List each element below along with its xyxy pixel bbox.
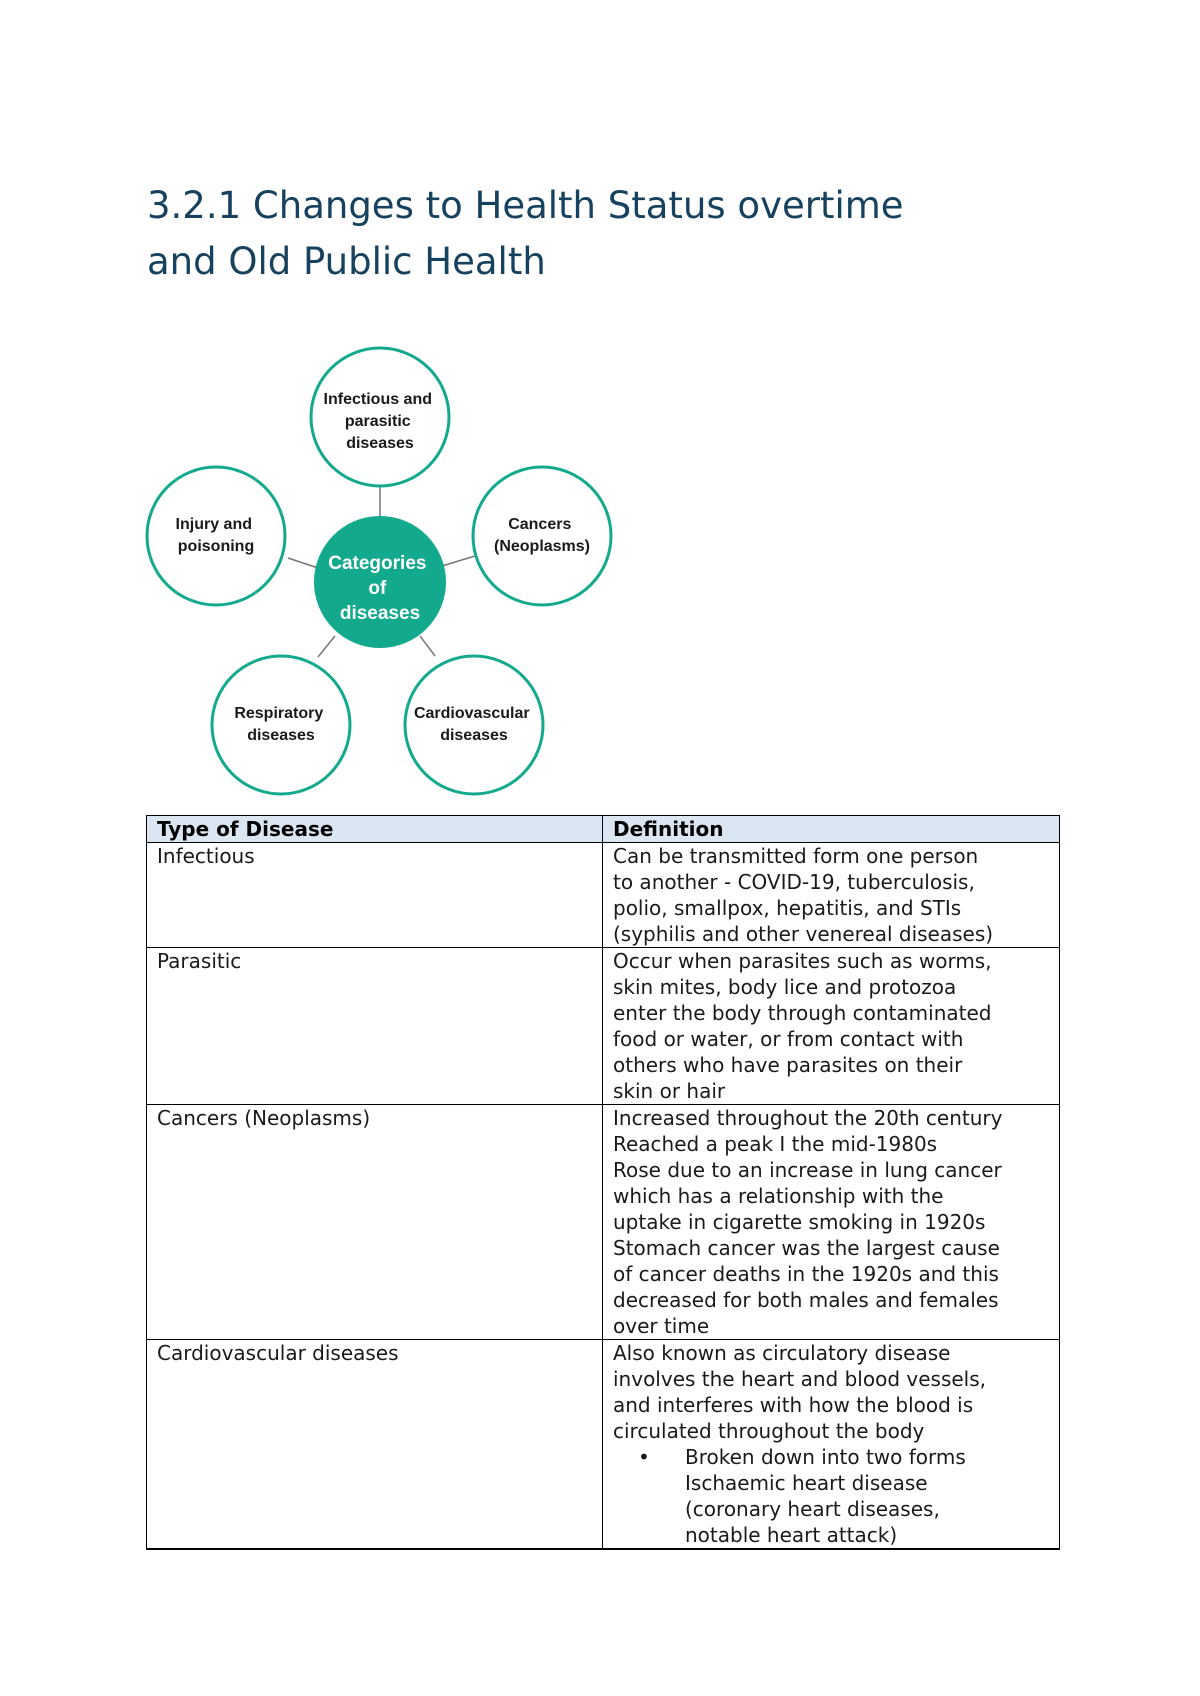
definition-line: skin or hair [613,1079,726,1103]
connector-cancers [442,556,475,566]
definition-line: Also known as circulatory disease [613,1341,951,1365]
definition-line: over time [613,1314,710,1338]
center-label-line: diseases [339,603,421,624]
definition-line: (syphilis and other venereal diseases) [613,922,994,946]
definition-line: decreased for both males and females [613,1288,999,1312]
node-label-line: poisoning [177,538,255,555]
definition-line: polio, smallpox, hepatitis, and STIs [613,896,962,920]
definition-line: Rose due to an increase in lung cancer [613,1158,1002,1182]
table-row [147,948,1060,1105]
center-label-line: Categories [328,553,427,574]
node-cancers [473,467,611,605]
connector-respiratory [318,636,335,657]
cell-disease-type: Cancers (Neoplasms) [147,1105,603,1340]
cell-disease-type: Cardiovascular diseases [147,1340,603,1550]
definition-line: food or water, or from contact with [613,1027,964,1051]
node-cardiovascular [405,656,543,794]
definition-line: and interferes with how the blood is [613,1393,974,1417]
table-row [147,1105,1060,1340]
node-label-line: Respiratory [234,705,324,722]
definition-line: Reached a peak I the mid-1980s [613,1132,938,1156]
bullet-line: Ischaemic heart disease [685,1471,928,1495]
definition-line: to another - COVID-19, tuberculosis, [613,870,975,894]
page-title-line-2: and Old Public Health [147,240,546,283]
node-infectious [311,348,449,486]
node-cardiovascular-circle [405,656,543,794]
connector-cardiovascular [420,636,435,656]
disease-categories-diagram [140,340,620,800]
node-respiratory-circle [212,656,350,794]
page-title [147,178,1047,290]
bullet-list [613,1444,1049,1548]
node-label-line: (Neoplasms) [493,538,591,555]
node-label-line: diseases [440,727,508,744]
node-label-line: Cancers [508,516,572,533]
definition-line: uptake in cigarette smoking in 1920s [613,1210,986,1234]
bullet-marker: • [638,1445,650,1469]
definition-line: circulated throughout the body [613,1419,925,1443]
header-definition: Definition [603,816,1060,843]
node-respiratory [212,656,350,794]
table-header-row [147,816,1060,843]
header-type-of-disease: Type of Disease [147,816,603,843]
cell-disease-type: Parasitic [147,948,603,1105]
definition-line: involves the heart and blood vessels, [613,1367,986,1391]
definition-line: enter the body through contaminated [613,1001,992,1025]
table-row [147,843,1060,948]
bullet-line: (coronary heart diseases, [685,1497,940,1521]
diagram-center [314,516,446,648]
node-label-line: Injury and [175,516,252,533]
definition-line: skin mites, body lice and protozoa [613,975,957,999]
node-label-line: diseases [346,435,414,452]
definition-line: Increased throughout the 20th century [613,1106,1003,1130]
table-row [147,1340,1060,1550]
bullet-line: notable heart attack) [685,1523,898,1547]
definition-line: others who have parasites on their [613,1053,963,1077]
cell-disease-type: Infectious [147,843,603,948]
definition-line: of cancer deaths in the 1920s and this [613,1262,999,1286]
definition-line: Occur when parasites such as worms, [613,949,992,973]
definition-line: Can be transmitted form one person [613,844,979,868]
bullet-item [638,1444,1049,1548]
cell-definition [603,1340,1060,1550]
disease-table [146,815,1060,1550]
cell-definition [603,843,1060,948]
node-label-line: parasitic [344,413,411,430]
node-injury-circle [147,467,285,605]
cell-definition [603,948,1060,1105]
page-title-line-1: 3.2.1 Changes to Health Status overtime [147,184,904,227]
node-label-line: Infectious and [323,391,432,408]
bullet-line: Broken down into two forms [685,1445,966,1469]
center-label-line: of [368,578,387,599]
connector-injury [288,558,318,568]
node-label-line: Cardiovascular [413,705,530,722]
node-label-line: diseases [247,727,315,744]
cell-definition [603,1105,1060,1340]
definition-line: which has a relationship with the [613,1184,944,1208]
node-cancers-circle [473,467,611,605]
node-injury [147,467,285,605]
definition-line: Stomach cancer was the largest cause [613,1236,1000,1260]
